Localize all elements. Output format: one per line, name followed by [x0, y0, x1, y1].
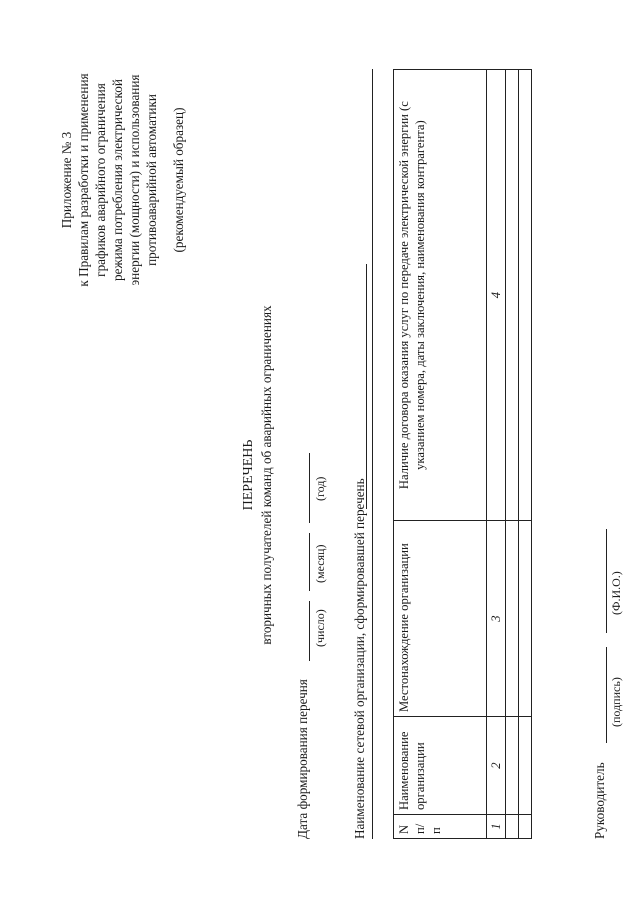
- col-number: 2: [487, 717, 506, 815]
- month-caption: (месяц): [313, 544, 327, 583]
- table-cell[interactable]: [506, 815, 519, 839]
- table-header-row: [394, 70, 487, 839]
- day-caption: (число): [313, 609, 327, 647]
- network-org-label: Наименование сетевой организации, сформировавшей перечень: [352, 478, 367, 839]
- recipients-table: [393, 69, 532, 839]
- day-blank: [309, 601, 310, 661]
- network-org-blank-continued: [372, 69, 373, 839]
- table-row: [519, 70, 532, 839]
- col-header-contract: Наличие договора оказания услуг по передаче электрической энергии (с указанием номера, даты заключения, наименования контрагента): [394, 70, 487, 521]
- col-header-number: N п/п: [394, 815, 487, 839]
- full-name-caption: (Ф.И.О.): [609, 571, 623, 615]
- column-numbers-row: [487, 70, 506, 839]
- appendix-line: графиков аварийного ограничения: [93, 83, 108, 277]
- head-label: Руководитель: [592, 762, 607, 839]
- table-cell[interactable]: [506, 521, 519, 717]
- appendix-line: режима потребления электрической: [110, 79, 125, 281]
- col-number: 4: [487, 70, 506, 521]
- table-cell[interactable]: [519, 70, 532, 521]
- table-cell[interactable]: [519, 815, 532, 839]
- table-cell[interactable]: [506, 70, 519, 521]
- appendix-line: к Правилам разработки и применения: [76, 73, 91, 287]
- document-title-block: [240, 195, 276, 755]
- col-header-org-location: Местонахождение организации: [394, 521, 487, 717]
- signature-row: [592, 319, 623, 839]
- col-header-org-name: Наименование организации: [394, 717, 487, 815]
- year-blank: [309, 453, 310, 523]
- month-blank: [309, 533, 310, 591]
- col-number: 3: [487, 521, 506, 717]
- document-title: ПЕРЕЧЕНЬ: [241, 439, 256, 511]
- full-name-blank: [606, 529, 607, 633]
- signature-caption: (подпись): [609, 677, 623, 727]
- appendix-line: противоаварийной автоматики: [144, 94, 159, 266]
- sample-note: (рекомендуемый образец): [171, 107, 186, 253]
- appendix-line: энергии (мощности) и использования: [127, 74, 142, 286]
- network-org-blank: [366, 264, 367, 509]
- document-subtitle: вторичных получателей команд об аварийных ограничениях: [259, 305, 274, 645]
- table-cell[interactable]: [506, 717, 519, 815]
- formation-date-row: [295, 239, 327, 839]
- appendix-line: Приложение № 3: [59, 131, 74, 229]
- table-cell[interactable]: [519, 717, 532, 815]
- signature-blank: [606, 647, 607, 743]
- appendix-header: [58, 30, 187, 330]
- date-label: Дата формирования перечня: [295, 679, 310, 839]
- col-number: 1: [487, 815, 506, 839]
- network-org-row: [352, 119, 368, 839]
- year-caption: (год): [313, 476, 327, 501]
- table-row: [506, 70, 519, 839]
- table-cell[interactable]: [519, 521, 532, 717]
